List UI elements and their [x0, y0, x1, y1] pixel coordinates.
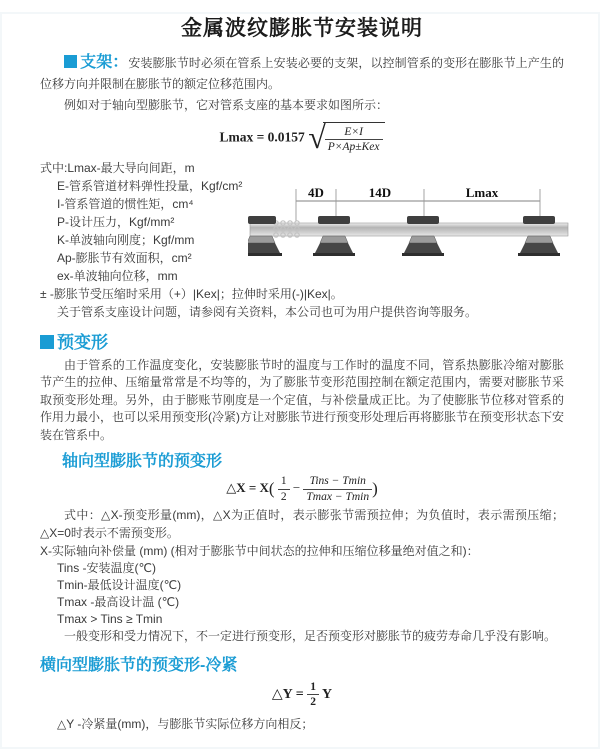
radical-sign: √ [308, 119, 326, 155]
minus-operator: − [292, 480, 301, 496]
temp-line: Tmax -最高设计温 (℃) [57, 595, 180, 609]
lateral-formula-rhs: Y [321, 686, 333, 702]
document-content [0, 12, 600, 733]
lmax-formula-numerator: E×I [325, 125, 383, 140]
definition-row: E-管系管道材料弹性投量，Kgf/cm² [57, 178, 243, 193]
definition-row: I-管系管道的惯性矩，cm⁴ [57, 196, 194, 211]
definition-row: ± -膨胀节受压缩时采用（+）|Kex|；拉伸时采用(-)|Kex|。 [40, 286, 343, 301]
lateral-formula [40, 680, 564, 710]
dim-label-14d: 14D [368, 184, 392, 200]
definition-row: ex-单波轴向位移，mm [57, 268, 178, 283]
close-paren: ) [372, 479, 378, 499]
axial-note-line: 一般变形和受力情况下，不一定进行预变形，足否预变形对膨胀节的疲劳寿命几乎没有影响。 [64, 629, 557, 643]
lateral-frac-numerator: 1 [307, 680, 319, 695]
definition-row: K-单波轴向刚度；Kgf/mm [57, 232, 195, 247]
support-example-paragraph: 例如对于轴向型膨胀节，它对管系支座的基本要求如图所示： [64, 98, 389, 112]
lateral-frac-denominator: 2 [310, 695, 316, 708]
sqrt-radical [308, 119, 384, 155]
support-intro-text: 安装膨胀节时必须在管系上安装必要的支架，以控制管系的变形在膨胀节上产生的位移方向并限制在膨胀节的额定位移范围内。 [40, 56, 564, 91]
temp-line: Tmax > Tins ≥ Tmin [57, 612, 163, 626]
temp-frac-numerator: Tins − Tmin [303, 474, 372, 489]
axial-formula [40, 474, 564, 504]
axial-formula-lhs: △X = X [226, 480, 269, 496]
page-title: 金属波纹膨胀节安装说明 [181, 17, 423, 40]
predeform-body-text: 由于管系的工作温度变化，安装膨胀节时的温度与工作时的温度不同，管系热膨胀冷缩对膨胀节产生的拉伸、压缩量常常是不均等的，为了膨胀节变形范围控制在额定范围内，需要对膨胀节采取预变形处理。另外，由于膨账节刚度是一个定值，与补偿量成正比。为了使膨胀节位移对管系的作用力最小，也可以采用预变形(冷紧)方让对膨胀节进行预变形处理后再将膨胀节在预变形状态下安装在管系中。 [40, 357, 564, 442]
open-paren: ( [268, 479, 275, 499]
lmax-formula [40, 119, 564, 155]
dim-label-4d: 4D [308, 184, 324, 200]
predeform-header-text: 预变形 [57, 332, 108, 352]
support-section-header: 支架： [80, 54, 129, 71]
half-numerator: 1 [278, 474, 290, 489]
lateral-note-line: △Y -冷紧量(mm)，与膨胀节实际位移方向相反； [57, 717, 314, 732]
lmax-formula-lhs: Lmax = 0.0157 [219, 129, 305, 145]
definitions-block [40, 159, 564, 321]
section-marker-icon [40, 335, 54, 349]
temp-line: Tmin-最低设计温度(℃) [57, 578, 182, 592]
axial-explain-paragraph: 式中：△X-预变形量(mm)，△X为正值时，表示膨张节需预拉伸；为负值时，表示需预压缩；△X=0时表示不需预变形。 [40, 508, 564, 540]
lmax-formula-denominator: P×Ap±Kex [327, 141, 380, 154]
lateral-formula-lhs: △Y = [271, 686, 304, 702]
x-definition-line: X-实际轴向补偿量 (mm) (相对于膨胀节中间状态的拉伸和压缩位移量绝对值之和)： [40, 544, 479, 558]
predeform-section-header [40, 333, 564, 353]
definition-row: 关于管系支座设计问题，请参阅有关资料，本公司也可为用户提供咨询等服务。 [57, 304, 478, 319]
axial-predeform-header: 轴向型膨胀节的预变形 [62, 453, 223, 471]
section-marker-icon [64, 55, 77, 68]
temp-frac-denominator: Tmax − Tmin [306, 490, 370, 503]
definition-row: Ap-膨胀节有效面积，cm² [57, 250, 192, 265]
half-denominator: 2 [280, 490, 287, 503]
document-page [0, 12, 600, 749]
support-intro-paragraph [40, 52, 564, 95]
pipe-support-diagram-svg [248, 183, 588, 283]
dim-label-lmax: Lmax [465, 184, 499, 200]
predeform-body-paragraph [40, 357, 564, 445]
definition-row: P-设计压力，Kgf/mm² [57, 214, 175, 229]
temp-line: Tins -安装温度(℃) [57, 561, 157, 575]
pipe-support-diagram [248, 183, 588, 288]
lateral-predeform-header: 横向型膨胀节的预变形-冷紧 [40, 656, 238, 674]
definition-row: 式中:Lmax-最大导向间距，m [40, 160, 195, 175]
